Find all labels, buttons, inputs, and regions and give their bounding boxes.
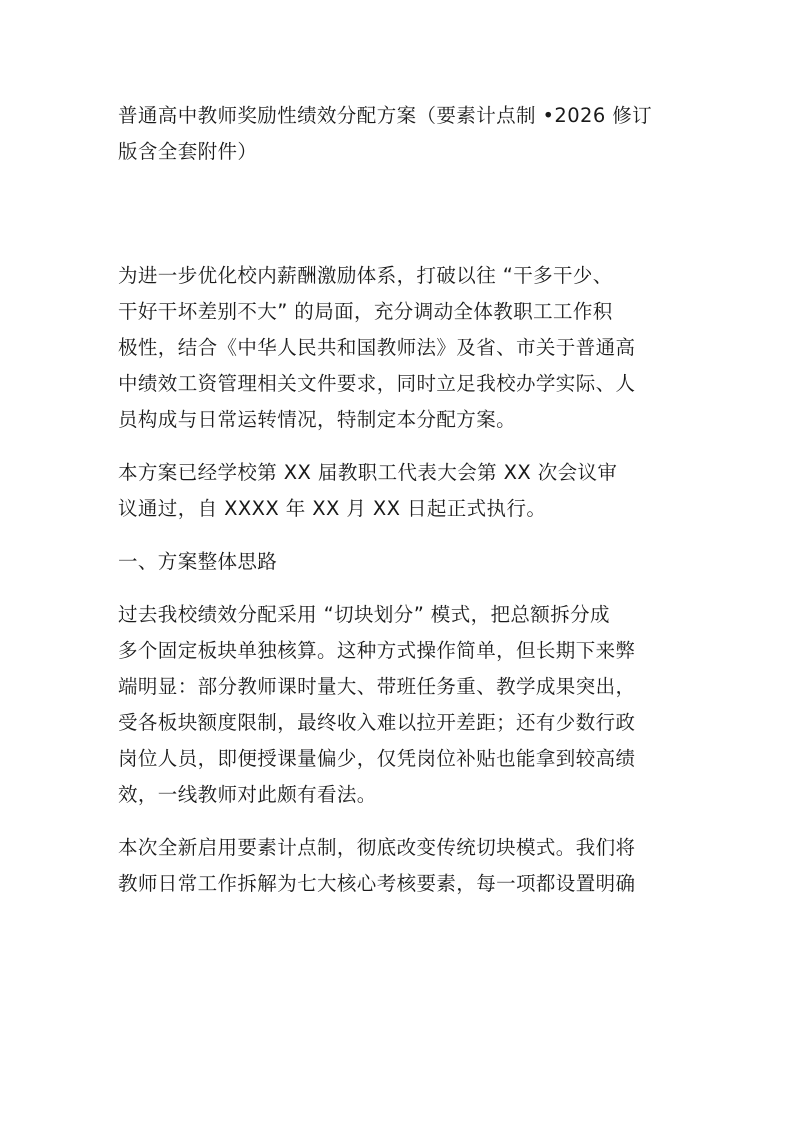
paragraph-line: 员构成与日常运转情况，特制定本分配方案。 (118, 408, 517, 431)
section-heading-1 (118, 544, 680, 580)
paragraph-line: 岗位人员，即便授课量偏少，仅凭岗位补贴也能拿到较高绩 (118, 747, 636, 770)
title-line: 版含全套附件） (118, 140, 258, 163)
paragraph-line: 端明显：部分教师课时量大、带班任务重、教学成果突出， (118, 675, 636, 698)
paragraph-line: 议通过，自 XXXX 年 XX 月 XX 日起正式执行。 (118, 497, 547, 520)
paragraph-line: 本方案已经学校第 XX 届教职工代表大会第 XX 次会议审 (118, 461, 618, 484)
paragraph-line: 本次全新启用要素计点制，彻底改变传统切块模式。我们将 (118, 836, 636, 859)
title-line: 普通高中教师奖励性绩效分配方案（要素计点制 •2026 修订 (118, 104, 653, 127)
document-body (118, 98, 680, 902)
paragraph-line: 过去我校绩效分配采用 “切块划分” 模式，把总额拆分成 (118, 603, 610, 626)
paragraph-line: 干好干坏差别不大” 的局面，充分调动全体教职工工作积 (118, 300, 613, 323)
paragraph-line: 效，一线教师对此颇有看法。 (118, 783, 377, 806)
paragraph-new-model (118, 830, 680, 902)
paragraph-line: 中绩效工资管理相关文件要求，同时立足我校办学实际、人 (118, 372, 636, 395)
paragraph-line: 教师日常工作拆解为七大核心考核要素，每一项都设置明确 (118, 872, 636, 895)
paragraph-line: 为进一步优化校内薪酬激励体系，打破以往 “干多干少、 (118, 264, 613, 287)
paragraph-approval (118, 455, 680, 527)
section-heading-line: 一、方案整体思路 (118, 550, 278, 573)
paragraph-line: 极性，结合《中华人民共和国教师法》及省、市关于普通高 (118, 336, 636, 359)
paragraph-intro (118, 258, 680, 438)
paragraph-line: 多个固定板块单独核算。这种方式操作简单，但长期下来弊 (118, 639, 636, 662)
paragraph-background (118, 597, 680, 813)
document-title (118, 98, 680, 170)
paragraph-line: 受各板块额度限制，最终收入难以拉开差距；还有少数行政 (118, 711, 636, 734)
